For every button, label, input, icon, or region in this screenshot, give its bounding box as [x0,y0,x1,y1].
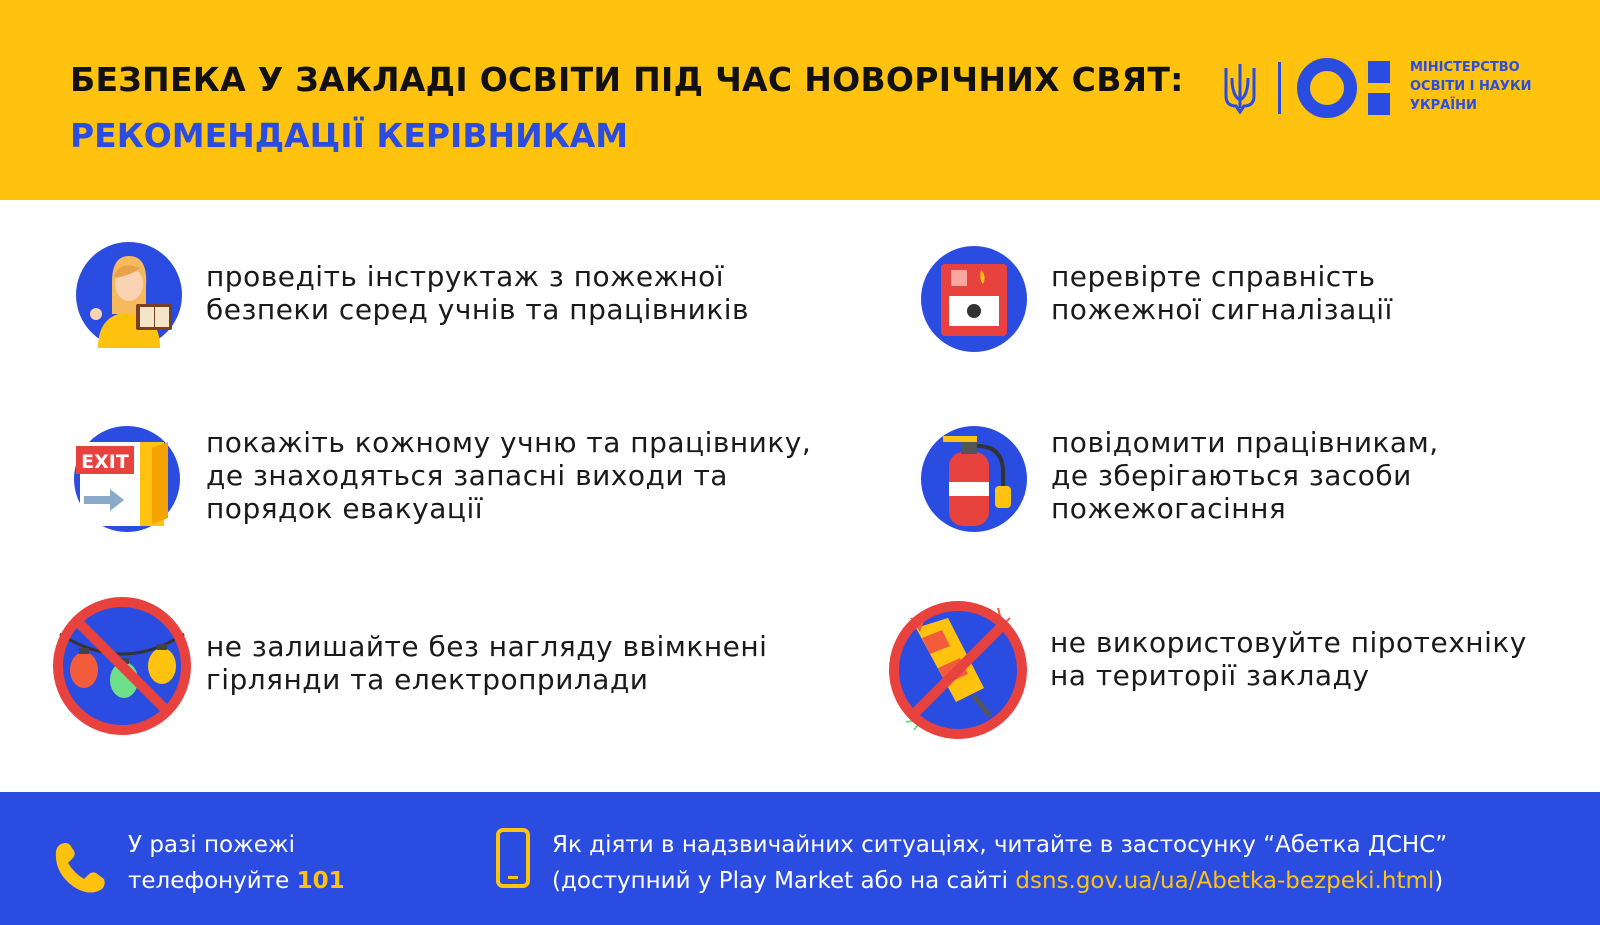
logo-o-mark [1297,58,1357,118]
logo-square-top [1368,61,1390,83]
item-line: проведіть інструктаж з пожежної [206,260,725,293]
logo-square-bottom [1368,93,1390,115]
emergency-number: 101 [296,868,345,894]
fire-extinguisher-icon [921,426,1027,532]
ministry-line-1: МІНІСТЕРСТВО [1410,60,1520,75]
app-info-text [552,827,1447,899]
exit-door-icon [74,426,180,532]
abetka-link[interactable]: dsns.gov.ua/ua/Abetka-bezpeki.html [1015,868,1435,894]
fire-line-2 [128,863,345,899]
logo-divider [1278,62,1281,114]
item-text [1050,626,1527,692]
item-line: безпеки серед учнів та працівників [206,293,750,326]
item-line: пожежогасіння [1051,492,1287,525]
ministry-logo [1222,58,1552,122]
app-line-1: Як діяти в надзвичайних ситуаціях, читайте в застосунку “Абетка ДСНС” [552,832,1448,858]
item-line: де знаходяться запасні виходи та [206,459,728,492]
item-text [1051,260,1393,326]
page-title: БЕЗПЕКА У ЗАКЛАДІ ОСВІТИ ПІД ЧАС НОВОРІЧНИХ СВЯТ: [70,60,1184,99]
recommendations-list [0,200,1600,792]
item-line: гірлянди та електроприлади [206,663,649,696]
ministry-line-3: УКРАЇНИ [1410,98,1477,113]
teacher-icon [76,242,182,348]
fire-line-1: У разі пожежі [128,832,296,858]
ministry-line-2: ОСВІТИ І НАУКИ [1410,79,1532,94]
no-fireworks-icon [886,598,1030,742]
item-text [206,426,811,525]
item-line: не використовуйте піротехніку [1050,626,1527,659]
fire-emergency-text [128,827,345,899]
item-text [1051,426,1439,525]
fire-alarm-icon [921,246,1027,352]
item-text [206,260,749,326]
page-subtitle: РЕКОМЕНДАЦІЇ КЕРІВНИКАМ [70,116,629,155]
item-line: на території закладу [1050,659,1370,692]
no-garland-icon [50,594,194,738]
item-line: не залишайте без нагляду ввімкнені [206,630,768,663]
item-line: покажіть кожному учню та працівнику, [206,426,812,459]
ministry-name [1410,58,1531,115]
item-line: пожежної сигналізації [1051,293,1393,326]
svg-text:EXIT: EXIT [81,451,129,473]
item-line: де зберігаються засоби [1051,459,1412,492]
phone-icon [52,839,108,895]
app-line-2 [552,863,1447,899]
trident-icon [1222,62,1258,116]
app-line-2-suffix: ) [1434,868,1444,894]
app-line-2-prefix: (доступний у Play Market або на сайті [552,868,1016,894]
mobile-phone-icon [496,828,530,888]
item-text [206,630,767,696]
header-banner [0,0,1600,200]
item-line: повідомити працівникам, [1051,426,1439,459]
item-line: порядок евакуації [206,492,484,525]
item-line: перевірте справність [1051,260,1376,293]
fire-line-2-prefix: телефонуйте [128,868,297,894]
footer-banner [0,792,1600,925]
